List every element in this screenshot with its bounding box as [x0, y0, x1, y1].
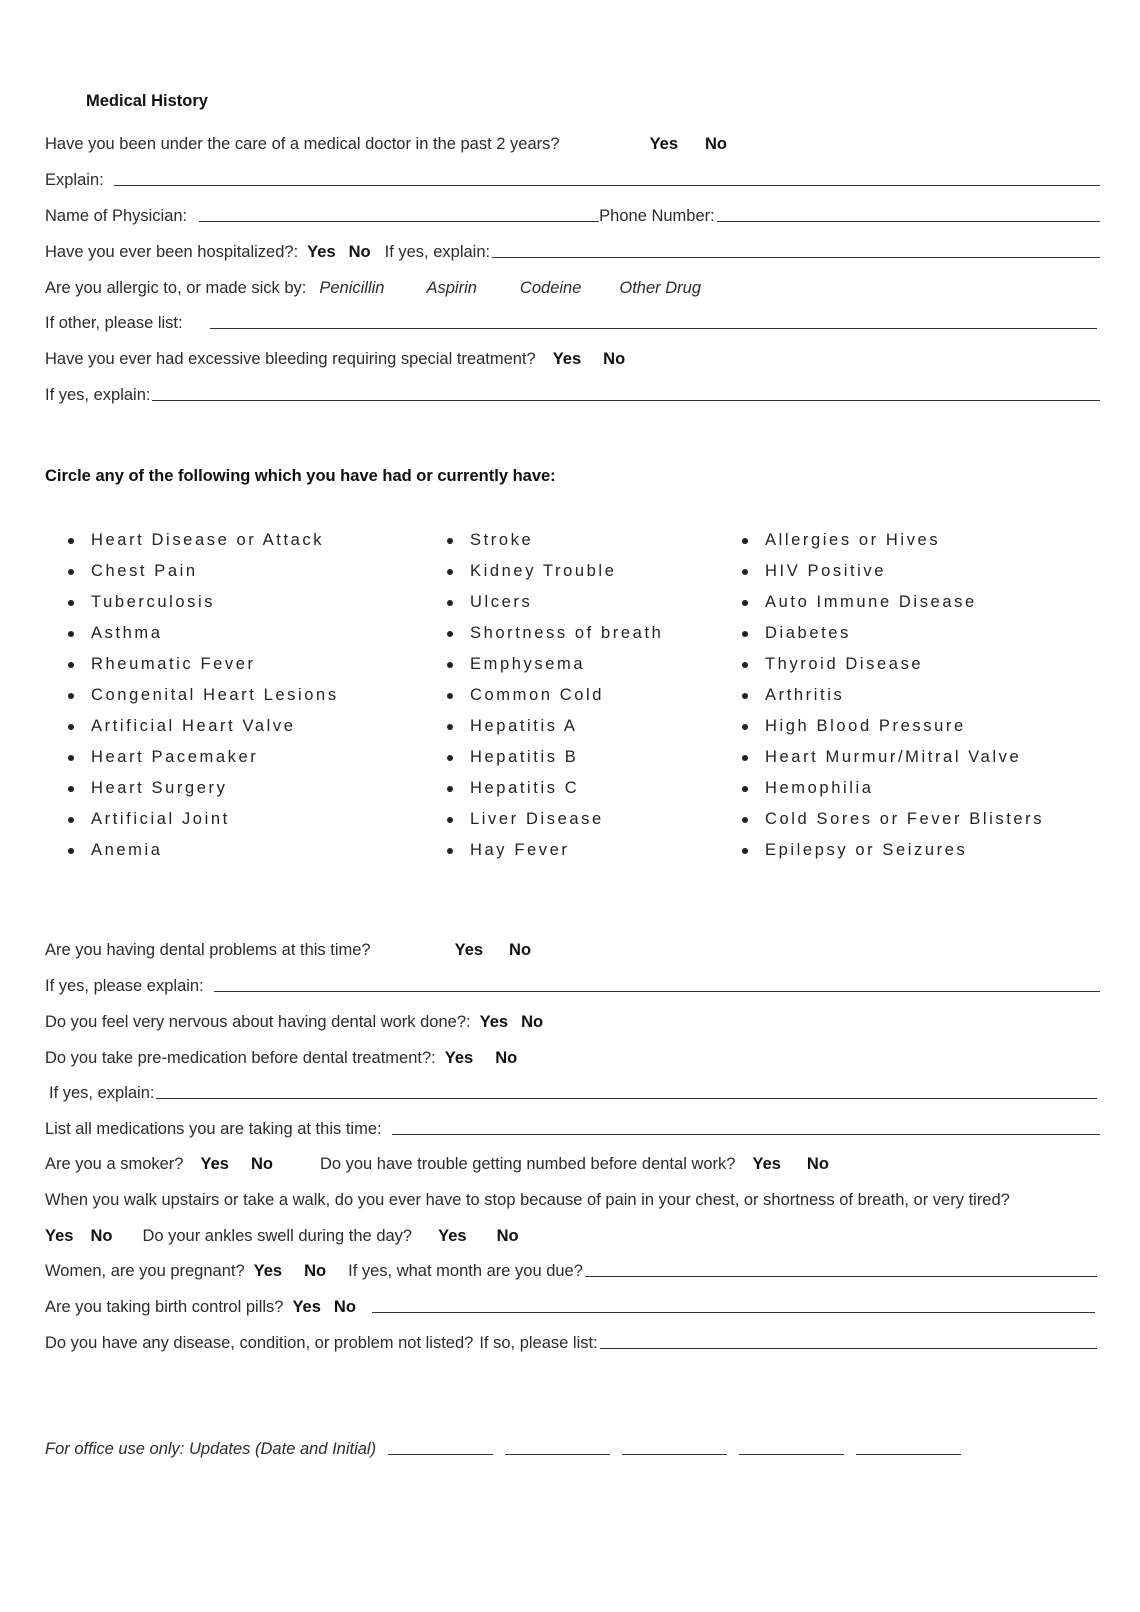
- premed-yes-option[interactable]: Yes: [444, 1049, 474, 1067]
- condition-label: Asthma: [91, 624, 163, 642]
- pregnant-row: [45, 1259, 1097, 1281]
- birth-control-question: Are you taking birth control pills?: [45, 1298, 284, 1316]
- condition-item[interactable]: [447, 804, 663, 835]
- condition-item[interactable]: [742, 525, 1044, 556]
- condition-item[interactable]: [742, 618, 1044, 649]
- pregnant-due-label: If yes, what month are you due?: [348, 1262, 583, 1280]
- condition-label: Heart Surgery: [91, 779, 228, 797]
- condition-item[interactable]: [447, 525, 663, 556]
- bullet-icon: [742, 600, 748, 606]
- conditions-column-3: [742, 525, 1044, 866]
- physician-name-field[interactable]: [199, 221, 599, 222]
- doctor-question: Have you been under the care of a medical doctor in the past 2 years?: [45, 135, 560, 153]
- condition-label: Kidney Trouble: [470, 562, 617, 580]
- bleeding-yes-option[interactable]: Yes: [552, 350, 582, 368]
- condition-label: Auto Immune Disease: [765, 593, 977, 611]
- condition-label: Chest Pain: [91, 562, 198, 580]
- update-field-2[interactable]: [505, 1454, 610, 1455]
- condition-label: Congenital Heart Lesions: [91, 686, 339, 704]
- conditions-heading: Circle any of the following which you have had or currently have:: [45, 467, 556, 485]
- bullet-icon: [68, 662, 74, 668]
- condition-label: HIV Positive: [765, 562, 887, 580]
- condition-label: Hepatitis C: [470, 779, 580, 797]
- ankles-row: [45, 1224, 1100, 1246]
- conditions-column-2: [447, 525, 663, 866]
- premed-row: [45, 1046, 1100, 1068]
- bullet-icon: [742, 755, 748, 761]
- condition-label: Tuberculosis: [91, 593, 216, 611]
- nervous-question: Do you feel very nervous about having dental work done?:: [45, 1013, 471, 1031]
- condition-label: Allergies or Hives: [765, 531, 941, 549]
- doctor-no-option[interactable]: No: [705, 135, 728, 153]
- condition-label: Hemophilia: [765, 779, 874, 797]
- bullet-icon: [447, 662, 453, 668]
- other-disease-question: Do you have any disease, condition, or problem not listed?: [45, 1334, 474, 1352]
- condition-label: Anemia: [91, 841, 163, 859]
- condition-label: Common Cold: [470, 686, 605, 704]
- allergy-question: Are you allergic to, or made sick by:: [45, 279, 307, 297]
- allergy-option-codeine[interactable]: Codeine: [519, 279, 582, 297]
- medications-row: [45, 1117, 1100, 1139]
- numbed-yes-option[interactable]: Yes: [752, 1155, 781, 1173]
- premed-explain-row: [49, 1081, 1097, 1103]
- other-disease-row: [45, 1331, 1097, 1353]
- nervous-no-option[interactable]: No: [521, 1013, 544, 1031]
- bullet-icon: [447, 817, 453, 823]
- other-disease-field[interactable]: [600, 1348, 1097, 1349]
- medications-field[interactable]: [392, 1134, 1100, 1135]
- smoker-yes-option[interactable]: Yes: [200, 1155, 229, 1173]
- hospitalized-question: Have you ever been hospitalized?:: [45, 243, 299, 261]
- allergy-option-other-drug[interactable]: Other Drug: [619, 279, 702, 297]
- smoker-question: Are you a smoker?: [45, 1155, 184, 1173]
- nervous-yes-option[interactable]: Yes: [479, 1013, 509, 1031]
- explain-row: [45, 168, 1100, 190]
- hospitalized-no-option[interactable]: No: [348, 243, 371, 261]
- condition-item[interactable]: [447, 773, 663, 804]
- allergy-option-penicillin[interactable]: Penicillin: [319, 279, 385, 297]
- bullet-icon: [742, 662, 748, 668]
- explain-field[interactable]: [114, 185, 1100, 186]
- dental-no-option[interactable]: No: [509, 941, 532, 959]
- bullet-icon: [68, 631, 74, 637]
- condition-label: Artificial Joint: [91, 810, 230, 828]
- bullet-icon: [742, 538, 748, 544]
- condition-item[interactable]: [68, 618, 339, 649]
- condition-item[interactable]: [447, 556, 663, 587]
- condition-label: Shortness of breath: [470, 624, 664, 642]
- condition-label: Hepatitis B: [470, 748, 579, 766]
- condition-item[interactable]: [447, 835, 663, 866]
- condition-label: Stroke: [470, 531, 534, 549]
- doctor-question-row: [45, 132, 1100, 154]
- bullet-icon: [742, 724, 748, 730]
- bullet-icon: [742, 817, 748, 823]
- bullet-icon: [447, 848, 453, 854]
- update-field-4[interactable]: [739, 1454, 844, 1455]
- doctor-yes-option[interactable]: Yes: [649, 135, 679, 153]
- ankles-yes-option[interactable]: Yes: [438, 1227, 467, 1245]
- condition-label: Epilepsy or Seizures: [765, 841, 968, 859]
- condition-item[interactable]: [68, 556, 339, 587]
- phone-number-label: Phone Number:: [599, 207, 715, 225]
- update-field-3[interactable]: [622, 1454, 727, 1455]
- condition-item[interactable]: [742, 742, 1044, 773]
- bullet-icon: [447, 786, 453, 792]
- condition-label: Emphysema: [470, 655, 586, 673]
- smoker-row: [45, 1152, 1100, 1174]
- bullet-icon: [68, 569, 74, 575]
- office-use-row: [45, 1437, 1100, 1459]
- condition-item[interactable]: [742, 804, 1044, 835]
- bleeding-explain-row: [45, 383, 1100, 405]
- bullet-icon: [68, 600, 74, 606]
- conditions-column-1: [68, 525, 339, 866]
- bullet-icon: [742, 786, 748, 792]
- hospitalized-yes-option[interactable]: Yes: [307, 243, 336, 261]
- bullet-icon: [742, 848, 748, 854]
- other-list-field[interactable]: [210, 328, 1097, 329]
- condition-item[interactable]: [742, 835, 1044, 866]
- page-title: Medical History: [86, 92, 208, 110]
- other-list-row: [45, 311, 1097, 333]
- bullet-icon: [68, 755, 74, 761]
- pregnant-yes-option[interactable]: Yes: [253, 1262, 283, 1280]
- update-field-5[interactable]: [856, 1454, 961, 1455]
- condition-item[interactable]: [447, 587, 663, 618]
- numbed-question: Do you have trouble getting numbed before dental work?: [319, 1155, 736, 1173]
- bleeding-row: [45, 347, 1100, 369]
- bullet-icon: [447, 538, 453, 544]
- dental-explain-field[interactable]: [214, 991, 1100, 992]
- bullet-icon: [68, 538, 74, 544]
- condition-item[interactable]: [68, 711, 339, 742]
- pregnant-no-option[interactable]: No: [304, 1262, 327, 1280]
- condition-item[interactable]: [68, 742, 339, 773]
- condition-item[interactable]: [447, 649, 663, 680]
- bullet-icon: [447, 724, 453, 730]
- condition-label: Thyroid Disease: [765, 655, 924, 673]
- medications-label: List all medications you are taking at this time:: [45, 1120, 382, 1138]
- office-use-label: For office use only: Updates (Date and Initial): [45, 1440, 377, 1458]
- condition-label: Hay Fever: [470, 841, 570, 859]
- condition-label: Hepatitis A: [470, 717, 578, 735]
- condition-item[interactable]: [742, 711, 1044, 742]
- allergy-option-aspirin[interactable]: Aspirin: [426, 279, 477, 297]
- condition-label: Heart Pacemaker: [91, 748, 259, 766]
- condition-item[interactable]: [68, 680, 339, 711]
- dental-problems-row: [45, 938, 1100, 960]
- pregnant-question: Women, are you pregnant?: [45, 1262, 245, 1280]
- condition-label: Cold Sores or Fever Blisters: [765, 810, 1045, 828]
- condition-label: High Blood Pressure: [765, 717, 966, 735]
- ankles-no-option[interactable]: No: [496, 1227, 519, 1245]
- bleeding-explain-field[interactable]: [152, 400, 1100, 401]
- bleeding-no-option[interactable]: No: [603, 350, 626, 368]
- chest-no-option[interactable]: No: [90, 1227, 113, 1245]
- ankles-question: Do your ankles swell during the day?: [142, 1227, 413, 1245]
- condition-label: Rheumatic Fever: [91, 655, 256, 673]
- birth-control-yes-option[interactable]: Yes: [292, 1298, 321, 1316]
- birth-control-row: [45, 1295, 1095, 1317]
- bullet-icon: [68, 724, 74, 730]
- other-disease-list-label: If so, please list:: [479, 1334, 598, 1352]
- condition-label: Heart Disease or Attack: [91, 531, 325, 549]
- condition-item[interactable]: [68, 835, 339, 866]
- condition-label: Diabetes: [765, 624, 851, 642]
- condition-label: Heart Murmur/Mitral Valve: [765, 748, 1022, 766]
- bullet-icon: [742, 569, 748, 575]
- dental-explain-row: [45, 974, 1100, 996]
- allergy-row: [45, 276, 1100, 298]
- update-field-1[interactable]: [388, 1454, 493, 1455]
- bullet-icon: [742, 631, 748, 637]
- bullet-icon: [447, 631, 453, 637]
- premed-explain-label: If yes, explain:: [49, 1084, 155, 1102]
- bullet-icon: [68, 817, 74, 823]
- condition-item[interactable]: [447, 711, 663, 742]
- bullet-icon: [447, 569, 453, 575]
- other-list-label: If other, please list:: [45, 314, 183, 332]
- pregnant-due-field[interactable]: [585, 1276, 1097, 1277]
- phone-number-field[interactable]: [717, 221, 1100, 222]
- condition-item[interactable]: [68, 525, 339, 556]
- bullet-icon: [447, 600, 453, 606]
- condition-item[interactable]: [68, 773, 339, 804]
- explain-label: Explain:: [45, 171, 104, 189]
- bullet-icon: [68, 693, 74, 699]
- chest-row: [45, 1188, 1120, 1210]
- bullet-icon: [447, 693, 453, 699]
- premed-explain-field[interactable]: [156, 1098, 1097, 1099]
- condition-item[interactable]: [447, 618, 663, 649]
- condition-item[interactable]: [68, 804, 339, 835]
- hospitalized-explain-label: If yes, explain:: [384, 243, 491, 261]
- condition-item[interactable]: [742, 587, 1044, 618]
- premed-question: Do you take pre-medication before dental treatment?:: [45, 1049, 436, 1067]
- condition-item[interactable]: [68, 587, 339, 618]
- condition-item[interactable]: [742, 649, 1044, 680]
- condition-label: Liver Disease: [470, 810, 604, 828]
- physician-name-label: Name of Physician:: [45, 207, 188, 225]
- smoker-no-option[interactable]: No: [250, 1155, 273, 1173]
- hospitalized-row: [45, 240, 1100, 262]
- condition-item[interactable]: [742, 680, 1044, 711]
- bleeding-question: Have you ever had excessive bleeding requiring special treatment?: [45, 350, 536, 368]
- hospitalized-explain-field[interactable]: [492, 257, 1100, 258]
- condition-label: Artificial Heart Valve: [91, 717, 296, 735]
- premed-no-option[interactable]: No: [495, 1049, 518, 1067]
- condition-item[interactable]: [447, 742, 663, 773]
- numbed-no-option[interactable]: No: [806, 1155, 829, 1173]
- condition-item[interactable]: [447, 680, 663, 711]
- birth-control-no-option[interactable]: No: [333, 1298, 356, 1316]
- dental-yes-option[interactable]: Yes: [454, 941, 484, 959]
- condition-item[interactable]: [742, 556, 1044, 587]
- chest-yes-option[interactable]: Yes: [45, 1227, 74, 1245]
- dental-problems-question: Are you having dental problems at this time?: [45, 941, 371, 959]
- condition-label: Ulcers: [470, 593, 533, 611]
- birth-control-field[interactable]: [372, 1312, 1095, 1313]
- bullet-icon: [742, 693, 748, 699]
- condition-item[interactable]: [742, 773, 1044, 804]
- bullet-icon: [68, 848, 74, 854]
- nervous-row: [45, 1010, 1100, 1032]
- bleeding-explain-label: If yes, explain:: [45, 386, 151, 404]
- condition-label: Arthritis: [765, 686, 845, 704]
- condition-item[interactable]: [68, 649, 339, 680]
- bullet-icon: [447, 755, 453, 761]
- physician-row: [45, 204, 1100, 226]
- chest-question: When you walk upstairs or take a walk, do you ever have to stop because of pain in your chest, or shortness of breath, or very tired?: [45, 1191, 1010, 1209]
- dental-explain-label: If yes, please explain:: [45, 977, 204, 995]
- bullet-icon: [68, 786, 74, 792]
